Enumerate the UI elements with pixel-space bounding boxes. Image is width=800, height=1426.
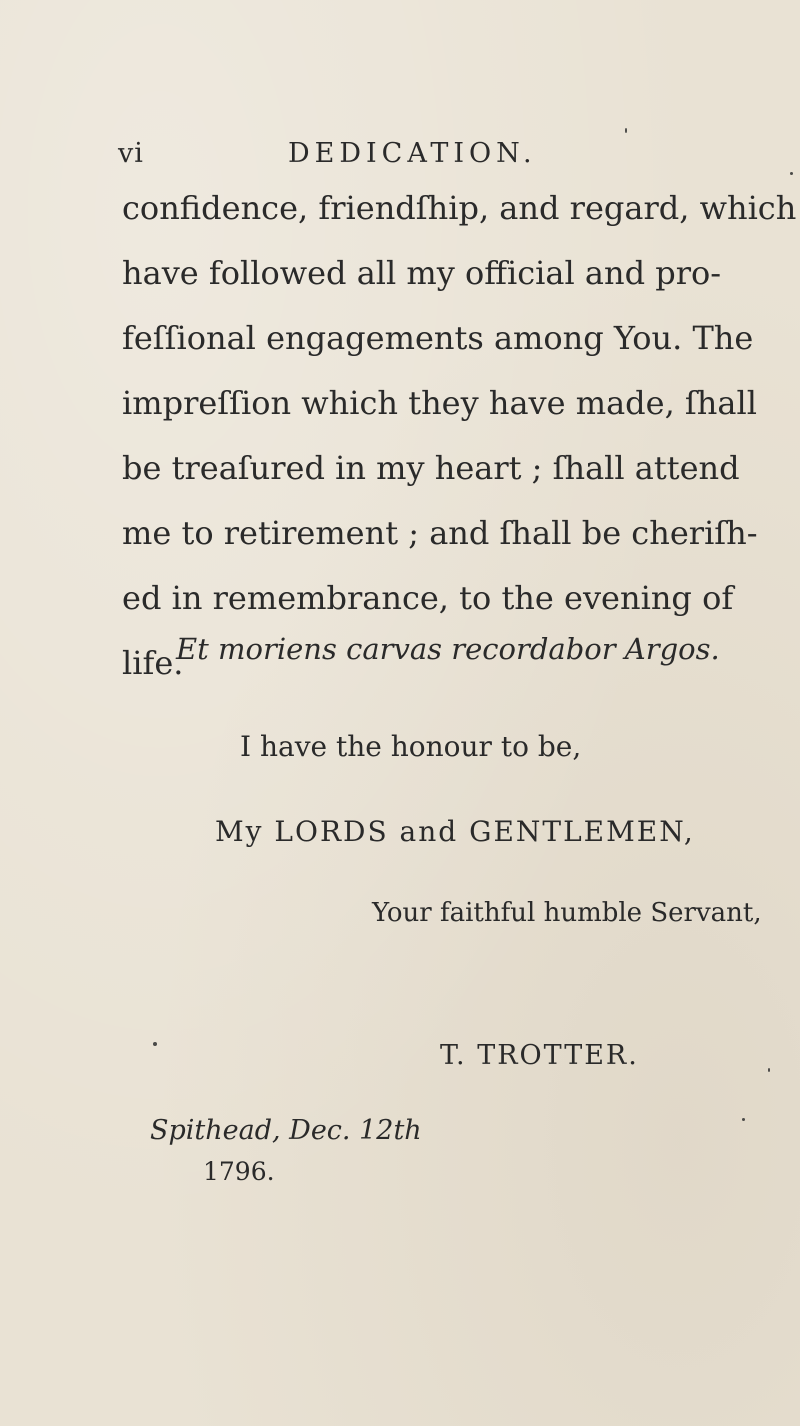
closing-honour-line: I have the honour to be, (240, 730, 582, 763)
body-line: life. (122, 644, 184, 682)
dedication-body (122, 176, 797, 696)
body-line: be treaſured in my heart ; ſhall attend (122, 449, 740, 487)
latin-motto: Et moriens carvas recordabor Argos. (176, 632, 720, 666)
body-line: confidence, friendſhip, and regard, which (122, 189, 797, 227)
salutation: My LORDS and GENTLEMEN, (215, 815, 695, 848)
body-line: impreſſion which they have made, ſhall (122, 384, 757, 422)
paper-speck (153, 1042, 157, 1046)
signature: T. TROTTER. (440, 1040, 639, 1071)
page-header (118, 138, 678, 178)
page-number: vi (118, 138, 144, 169)
dateline-year: 1796. (203, 1157, 275, 1186)
body-line: feſſional engagements among You. The (122, 319, 754, 357)
paper-speck (742, 1118, 745, 1121)
paper-speck (790, 172, 793, 175)
servant-line: Your faithful humble Servant, (372, 898, 762, 928)
body-line: ed in remembrance, to the evening of (122, 579, 734, 617)
running-head: DEDICATION. (288, 138, 537, 169)
body-line: me to retirement ; and ſhall be cheriſh- (122, 514, 758, 552)
body-line: have followed all my official and pro- (122, 254, 722, 292)
dateline-place: Spithead, Dec. 12th (150, 1115, 422, 1146)
paper-speck (768, 1068, 770, 1072)
paper-speck (625, 128, 627, 133)
